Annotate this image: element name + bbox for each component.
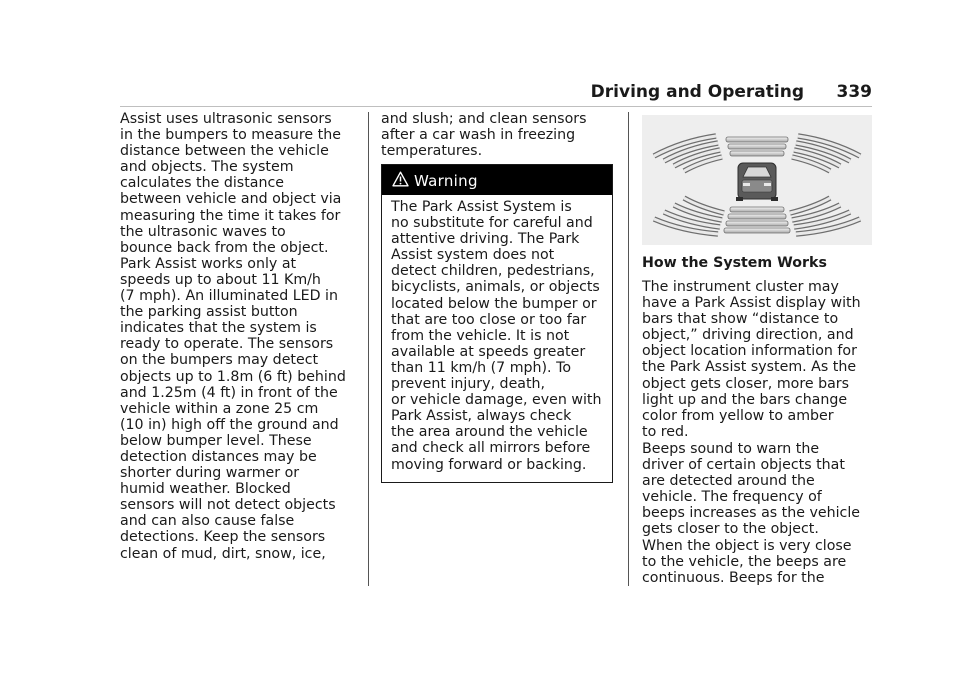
text-line: Assist system does not (391, 247, 555, 264)
text-line: the parking assist button (120, 304, 298, 321)
text-line: clean of mud, dirt, snow, ice, (120, 545, 326, 562)
text-line: detections. Keep the sensors (120, 529, 326, 546)
text-line: object gets closer, more bars (642, 375, 850, 392)
text-line: color from yellow to amber (642, 407, 834, 424)
text-line: located below the bumper or (391, 295, 597, 312)
text-line: to red. (642, 423, 689, 440)
text-line: to the vehicle, the beeps are (642, 553, 847, 570)
text-line: on the bumpers may detect (120, 352, 319, 369)
text-line: vehicle. The frequency of (642, 489, 822, 506)
text-line: the area around the vehicle (391, 424, 588, 441)
text-line: than 11 km/h (7 mph). To (391, 359, 572, 376)
text-line: speeds up to about 11 Km/h (120, 271, 321, 288)
text-line: or vehicle damage, even with (391, 392, 602, 409)
warning-header (382, 165, 612, 195)
text-line: sensors will not detect objects (120, 497, 336, 514)
text-line: and check all mirrors before (391, 440, 591, 457)
text-line: in the bumpers to measure the (120, 127, 341, 144)
text-line: and slush; and clean sensors (381, 111, 587, 127)
text-line: ready to operate. The sensors (120, 336, 334, 353)
text-line: gets closer to the object. (642, 521, 819, 538)
text-line: object location information for (642, 343, 857, 360)
text-line: (10 in) high off the ground and (120, 416, 339, 433)
paragraph (642, 441, 860, 586)
text-line: from the vehicle. It is not (391, 327, 570, 344)
text-line: indicates that the system is (120, 320, 317, 337)
text-line: no substitute for careful and (391, 215, 593, 232)
text-line: the ultrasonic waves to (120, 223, 286, 240)
section-title: Driving and Operating (590, 82, 804, 102)
subheading: How the System Works (642, 255, 827, 271)
text-line: Park Assist, always check (391, 408, 572, 425)
warning-body (391, 199, 602, 473)
text-line: the Park Assist system. As the (642, 359, 857, 376)
text-line: light up and the bars change (642, 391, 848, 408)
text-line: temperatures. (381, 143, 483, 160)
text-line: prevent injury, death, (391, 376, 546, 393)
page-header (120, 82, 872, 106)
text-line: between vehicle and object via (120, 191, 342, 208)
text-line: measuring the time it takes for (120, 207, 341, 224)
header-rule (120, 106, 872, 107)
park-assist-display-illustration (642, 115, 872, 245)
text-line: below bumper level. These (120, 432, 312, 449)
text-line: beeps increases as the vehicle (642, 505, 860, 522)
text-line: object,” driving direction, and (642, 327, 854, 344)
text-line: (7 mph). An illuminated LED in (120, 288, 338, 305)
text-line: objects up to 1.8m (6 ft) behind (120, 368, 346, 385)
paragraph (642, 279, 861, 440)
column-1 (120, 111, 356, 562)
column-divider (628, 112, 629, 586)
text-line: Assist uses ultrasonic sensors (120, 111, 332, 127)
text-line: after a car wash in freezing (381, 127, 576, 144)
text-line: and 1.25m (4 ft) in front of the (120, 384, 338, 401)
text-line: continuous. Beeps for the (642, 569, 825, 586)
text-line: and objects. The system (120, 159, 294, 176)
text-line: bicyclists, animals, or objects (391, 279, 600, 296)
text-line: shorter during warmer or (120, 465, 300, 482)
warning-title: Warning (414, 172, 478, 190)
text-line: detection distances may be (120, 448, 317, 465)
text-line: and can also cause false (120, 513, 295, 530)
column-2 (381, 111, 617, 159)
text-line: have a Park Assist display with (642, 295, 861, 312)
text-line: bars that show “distance to (642, 311, 839, 328)
text-line: humid weather. Blocked (120, 481, 291, 498)
text-line: detect children, pedestrians, (391, 263, 595, 280)
text-line: calculates the distance (120, 175, 284, 192)
text-line: distance between the vehicle (120, 143, 329, 160)
text-line: When the object is very close (642, 537, 852, 554)
text-line: attentive driving. The Park (391, 231, 580, 248)
text-line: The instrument cluster may (642, 279, 839, 295)
text-line: moving forward or backing. (391, 456, 587, 473)
text-line: vehicle within a zone 25 cm (120, 400, 319, 417)
page-number: 339 (836, 82, 872, 102)
warning-triangle-icon (392, 171, 409, 191)
warning-box (381, 164, 613, 483)
column-divider (368, 112, 369, 586)
text-line: driver of certain objects that (642, 457, 845, 474)
text-line: are detected around the (642, 473, 815, 490)
text-line: Beeps sound to warn the (642, 441, 820, 457)
vehicle-icon (736, 163, 778, 201)
text-line: that are too close or too far (391, 311, 587, 328)
text-line: available at speeds greater (391, 343, 586, 360)
text-line: bounce back from the object. (120, 239, 329, 256)
text-line: Park Assist works only at (120, 255, 297, 272)
text-line: The Park Assist System is (391, 199, 572, 215)
